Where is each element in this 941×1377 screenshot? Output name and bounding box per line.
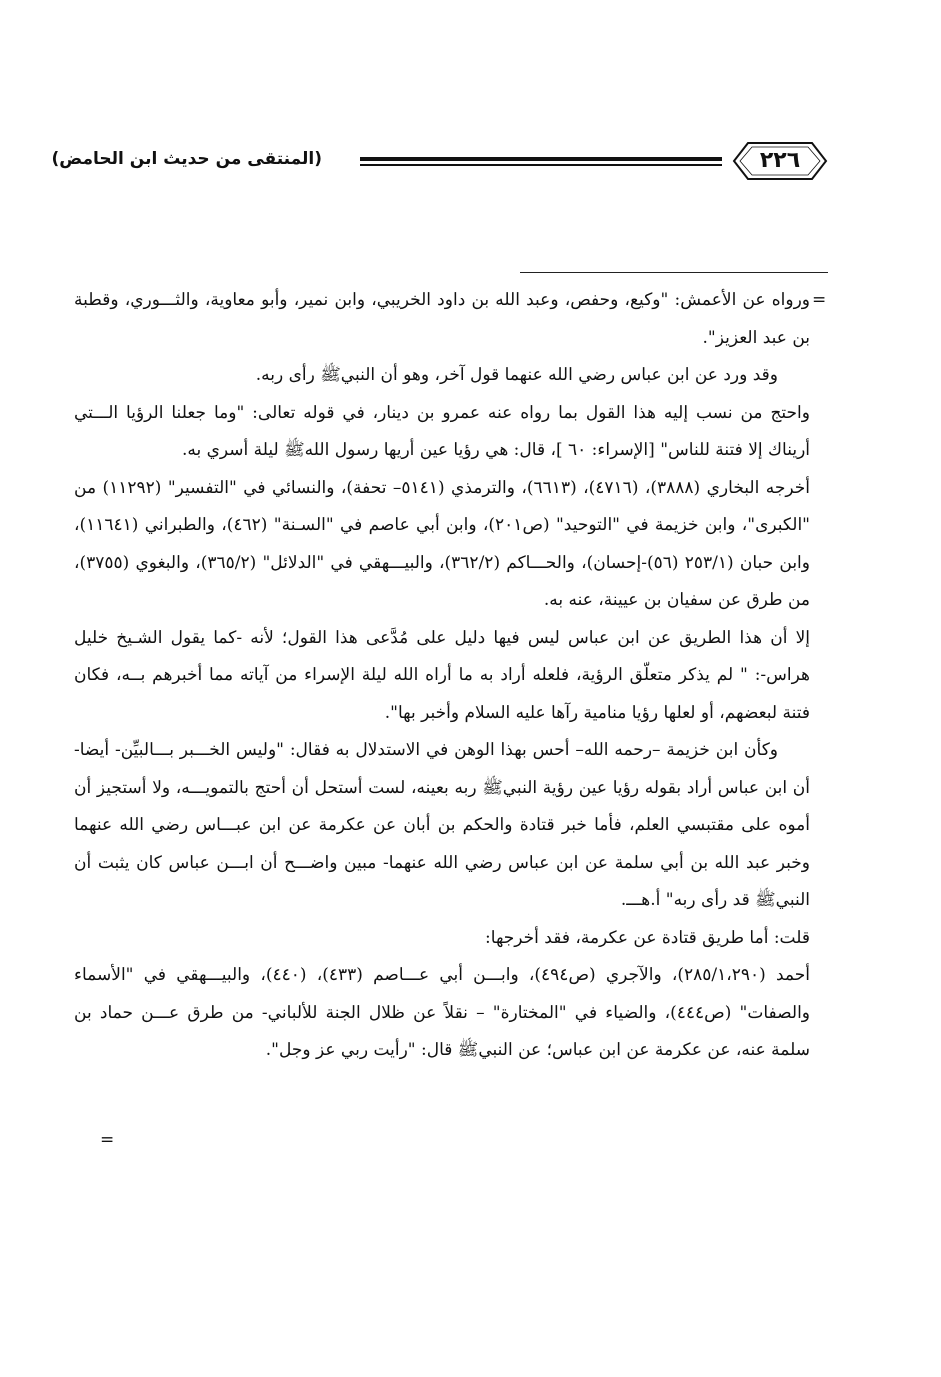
paragraph: وكأن ابن خزيمة –رحمه الله– أحس بهذا الوهن في الاستدلال به فقال: "وليس الخـــبر بـــالبيِّن- أيضا- أن ابن عباس أراد بقوله رؤيا عين رؤية النبيﷺ ربه بعينه، لست أستحل أن أحتج بالتمويـــه، ولا أستجيز أن أموه على مقتبسي العلم، فأما خبر قتادة والحكم بن أبان عن عكرمة عن ابن عبـــاس رضي الله عنهما وخبر عبد الله بن أبي سلمة عن ابن عباس رضي الله عنهما- مبين واضـــح أن ابـــن عباس كان يثبت أن النبيﷺ قد رأى ربه" أ.هـــ.	[74, 740, 810, 910]
header-rule-thin	[360, 164, 722, 166]
paragraph: قلت: أما طريق قتادة عن عكرمة، فقد أخرجها:	[485, 927, 810, 948]
footnote-separator	[520, 272, 828, 273]
header-rule	[360, 157, 722, 161]
paragraph: وقد ورد عن ابن عباس رضي الله عنهما قول آخر، وهو أن النبيﷺ رأى ربه.	[255, 365, 778, 385]
paragraph: واحتج من نسب إليه هذا القول بما رواه عنه عمرو بن دينار، في قوله تعالى: "وما جعلنا الرؤيا الـــتي أريناك إلا فتنة للناس" [الإسراء: ٦٠ ]، قال: هي رؤيا عين أريها رسول اللهﷺ ليلة أسري به.	[74, 402, 810, 460]
page-header	[0, 0, 941, 230]
continuation-mark-top: =	[812, 290, 827, 310]
page-number: ٢٢٦	[759, 148, 801, 173]
paragraph: إلا أن هذا الطريق عن ابن عباس ليس فيها دليل على مُدَّعى هذا القول؛ لأنه -كما يقول الشـيخ خليل هراس-: " لم يذكر متعلّق الرؤية، فلعله أراد به ما أراه الله ليلة الإسراء من آياته مما أخبرهم بــه، فكان فتنة لبعضهم، أو لعلها رؤيا منامية رآها عليه السلام وأخبر بها".	[74, 627, 810, 723]
running-title: (المنتقى من حديث ابن الحامض)	[51, 149, 322, 169]
continuation-mark-bottom: =	[100, 1130, 115, 1150]
paragraph: ورواه عن الأعمش: "وكيع، وحفص، وعبد الله بن داود الخريبي، وابن نمير، وأبو معاوية، والثـــوري، وقطبة بن عبد العزيز".	[74, 290, 810, 348]
page-number-frame	[730, 137, 830, 185]
paragraph: أحمد (٢٨٥/١،٢٩٠)، والآجري (ص٤٩٤)، وابـــن أبي عـــاصم (٤٣٣)، (٤٤٠)، والبيـــهقي في "الأسماء والصفات" (ص٤٤٤)، والضياء في "المختارة" – نقلاً عن ظلال الجنة للألباني- من طرق عـــن حماد بن سلمة عنه، عن عكرمة عن ابن عباس؛ عن النبيﷺ قال: "رأيت ربي عز وجل".	[74, 965, 810, 1060]
paragraph: أخرجه البخاري (٣٨٨٨)، (٤٧١٦)، (٦٦١٣)، والترمذي (٥١٤١– تحفة)، والنسائي في "التفسير" (١١٢٩٢) من "الكبرى"، وابن خزيمة في "التوحيد" (ص٢٠١)، وابن أبي عاصم في "السـنة" (٤٦٢)، والطبراني (١١٦٤١)، وابن حبان (٢٥٣/١ (٥٦)-إحسان)، والحـــاكم (٣٦٢/٢)، والبيـــهقي في "الدلائل" (٣٦٥/٢)، والبغوي (٣٧٥٥)، من طرق عن سفيان بن عيينة، عنه به.	[74, 477, 811, 610]
body-text	[74, 282, 810, 1070]
